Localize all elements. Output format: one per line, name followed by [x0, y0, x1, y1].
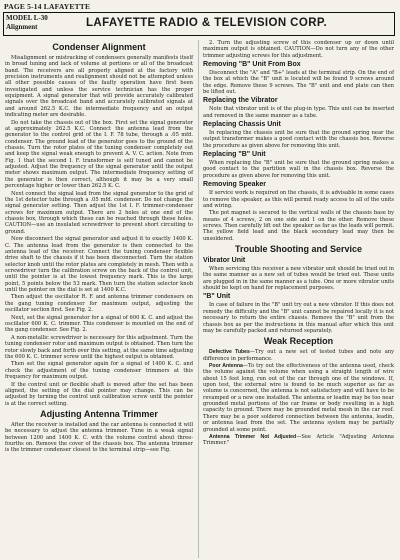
paragraph: Now disconnect the signal generator and adjust it to exactly 1400 K. C. The antenna lead from the generator is then connected to the antenna lead of the receiver. Connect the tuning condenser flexible drive shaft to the chassis if it has been disconnected. Turn the station selector knob until the rotor plates are completely in mesh. Then with a screwdriver turn the calibration screw on the back of the control unit, until the pointer is at the lowest frequency mark. This is the large point, 5 points below the 53 mark. Then turn the station selector knob until the pointer on the dial is set at 1400 K.C. [5, 236, 193, 293]
paragraph-poor-antenna [203, 363, 394, 433]
section-title-weak-reception: Weak Reception [263, 336, 334, 347]
section-title-antenna-trimmer: Adjusting Antenna Trimmer [40, 409, 158, 420]
paragraph: When replacing the "B" unit be sure that the ground spring makes a good contact to the partition wall in the chassis box. Reverse the procedure as given above for removing this unit. [203, 160, 394, 179]
run-in-label: Antenna Trimmer Not Adjusted [209, 434, 297, 441]
paragraph: 2. Turn the adjusting screw of this condenser up or down until maximum output is obtained. CAUTION—Do not turn any of the other trimmer adjusting screws for this adjustment. [203, 40, 394, 59]
run-in-text: —To try out the effectiveness of the antenna used, check the volume against the volume when using a straight length of wire about 15 feet long, run out of the car through one of the windows. If, upon test, the external wire is found to be much superior as far as volume is concerned, the antenna is not satisfactory and will have to be revamped or a new one installed. The antenna or leadin may be too near grounded metal portions of the car frame or body resulting in a high capacity to ground. There may be grounded metal mesh in the car roof. There may be a poor soldered connection between the antenna, leadin, or antenna lead from the set. The antenna system may be partially grounded at some point. [203, 363, 394, 433]
model-subject: Alignment [6, 23, 38, 31]
paragraph: Misalignment or mistracking of condensers generally manifests itself in broad tuning and lack of volume at portions or all of the broadcast band. The receivers are all properly aligned at the factory with precision instruments and realignment should not be attempted unless all other possible causes of the faulty operation have first been investigated and unless the service technician has the proper equipment. A signal generator that will provide accurately calibrated signals over the broadcast band and accurately calibrated signals at and around 262.5 K.C. the intermediate frequency and an output indicating meter are desirable. [5, 55, 193, 119]
paragraph: After the receiver is installed and the car antenna is connected it will be necessary to adjust the antenna trimmer. Tune in a weak signal between 1200 and 1400 K. C. with the volume control about three-fourths on. Remove the cover of the chassis box. The antenna trimmer is the trimmer condenser closest to the terminal strip—see Fig. [5, 422, 193, 454]
paragraph: Then set the signal generator again for a signal of 1400 K. C. and check the adjustment of the tuning condenser trimmers at this frequency for maximum output. [5, 361, 193, 381]
page-header: PAGE 5-14 LAFAYETTE [4, 2, 91, 11]
paragraph: Disconnect the "A" and "B+" leads at the terminal strip. On the end of the box at which the "B" unit is located will be found 9 screws around the edge. Remove these 9 screws. The "B" unit and end plate can then be lifted out. [203, 70, 394, 96]
run-in-text: —Try out a new set of tested tubes and note any difference in performance. [203, 349, 394, 362]
paragraph-antenna-not-adjusted [203, 434, 394, 447]
model-label: MODEL L-30 [6, 14, 48, 22]
paragraph: Next connect the signal lead from the signal generator to the grid of the 1st detector tube through a .05 mfd. condenser. Do not change the signal generator setting. Then adjust the 1st I. F. trimmer-condenser screws for maximum output. There are 2 holes at one end of the chassis box, through which these can be reached through these holes. CAUTION—use an insulated screwdriver to prevent short circuiting to ground. [5, 190, 193, 235]
paragraph: Note that vibrator unit is of the plug-in type. This unit can be inserted and removed in the same manner as a tube. [203, 106, 394, 119]
run-in-text: —See Article "Adjusting Antenna Trimmer." [203, 434, 395, 447]
model-block [6, 14, 48, 32]
paragraph: In replacing the chassis unit be sure that the ground spring near the output transformer makes a good contact with the chassis box. Reverse the procedure as given above for removing this unit. [203, 130, 394, 149]
subheading-replacing-b-unit: Replacing "B" Unit [203, 151, 266, 159]
subheading-removing-speaker: Removing Speaker [203, 181, 267, 189]
column-divider [198, 40, 199, 558]
right-column [203, 40, 394, 448]
paragraph: If the control unit or flexible shaft is moved after the set has been aligned, the setting of the dial pointer may change. This can be adjusted by turning the control unit calibration screw until the pointer is at the correct setting. [5, 381, 193, 407]
run-in-label: Poor Antenna [209, 363, 243, 370]
paragraph: The pot magnet is secured to the vertical walls of the chassis base by means of 4 screws, 2 on one side and 1 on the other. Remove these screws. Then carefully lift out the speaker as far as the leads will permit. The yellow field lead and the black secondary lead may then be unsoldered. [203, 210, 394, 242]
paragraph: Then adjust the oscillator R. F. and antenna trimmer condensers on the gang tuning condenser for maximum output, adjusting the oscillator section first. See Fig. 2. [5, 294, 193, 314]
subheading-replacing-vibrator: Replacing the Vibrator [203, 97, 278, 105]
run-in-label: Defective Tubes [209, 349, 250, 356]
paragraph: When servicing this receiver a new vibrator unit should be tried out in the same manner as a new set of tubes would be tried out. These units are plugged in in the same manner as a tube. One or more vibrator units should be kept on hand for replacement purposes. [203, 266, 394, 292]
company-name: LAFAYETTE RADIO & TELEVISION CORP. [86, 17, 328, 29]
paragraph: Do not take the chassis out of the box. First set the signal generator at approximately 262.5 K.C. Connect the antenna lead from the generator to the control grid of the I. F. 78 tube, through a .05 mfd. condenser. The ground lead of the generator goes to the ground of the chassis. Turn the rotor plates of the tuning condenser completely out and keep the signal weak enough to prevent A. V. C. action. Note from Fig. 1 that the second I. F. transformer is self tuned and cannot be adjusted. Adjust the frequency of the signal generator until the output meter shows maximum output. The intermediate frequency setting of the generator is then correct, although it may be a very small percentage higher or lower than 262.5 K. C. [5, 119, 193, 190]
subheading-remove-b-unit: Removing "B" Unit From Box [203, 61, 301, 69]
left-column [5, 40, 193, 455]
paragraph: A non-metallic screwdriver is necessary for this adjustment. Turn the tuning condenser rotor and maximum output is obtained. Then turn the rotor slowly back and forth over this setting, at the same time adjusting the 600 K. C. trimmer screw until the highest output is obtained. [5, 334, 193, 360]
paragraph-defective-tubes [203, 349, 394, 362]
paragraph: If service work is required on the chassis, it is advisable in some cases to remove the speaker, as this will permit ready access to all of the units and wiring. [203, 190, 394, 209]
subheading-vibrator-unit: Vibrator Unit [203, 257, 246, 265]
subheading-b-unit: "B" Unit [203, 293, 231, 301]
paragraph: In case of failure in the "B" unit try out a new vibrator. If this does not remedy the difficulty and the "B" unit cannot be repaired locally it is not necessary to return the entire chassis. Remove the "B" unit from the chassis box as per the instructions in this manual after which this unit may be carefully packed and returned separately. [203, 302, 394, 334]
paragraph: Next, set the signal generator for a signal of 600 K. C. and adjust the oscillator 600 K. C. trimmer. This condenser is mounted on the end of the gang condenser. See Fig. 2. [5, 314, 193, 334]
section-title-trouble-shooting: Trouble Shooting and Service [234, 244, 363, 255]
header-box [3, 12, 395, 36]
section-title-condenser-alignment: Condenser Alignment [52, 42, 146, 52]
subheading-replacing-chassis: Replacing Chassis Unit [203, 121, 281, 129]
